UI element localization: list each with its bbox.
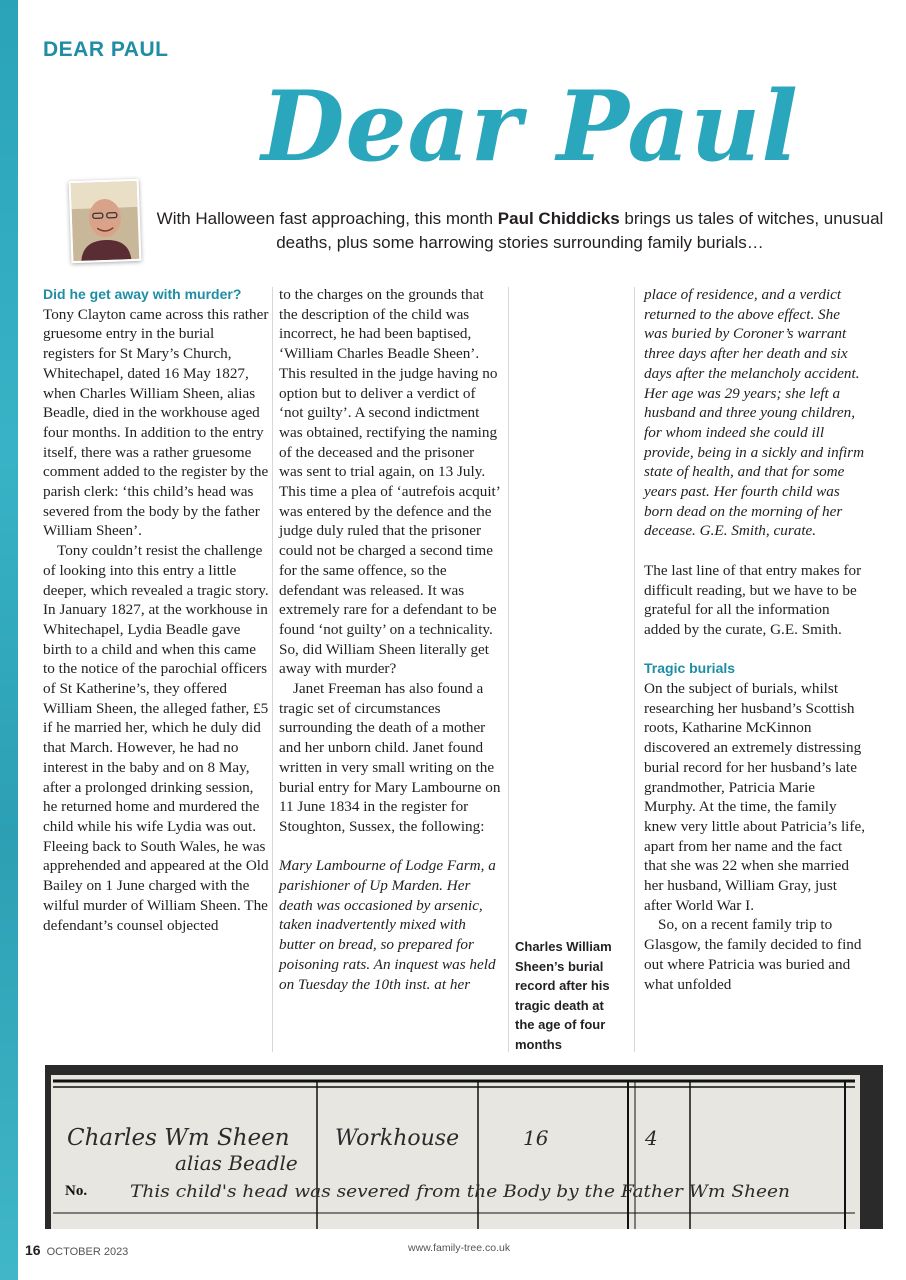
article-column-2	[279, 285, 501, 994]
page-number: 16	[25, 1242, 41, 1258]
author-photo	[69, 179, 142, 263]
register-alias: alias Beadle	[175, 1151, 298, 1175]
burial-register-scan	[45, 1065, 883, 1229]
column-divider	[508, 287, 509, 1052]
register-abode: Workhouse	[335, 1126, 460, 1151]
intro-text-start: With Halloween fast approaching, this month	[156, 209, 498, 228]
decorative-edge-strip	[0, 0, 18, 1280]
article-column-4	[644, 285, 866, 994]
paragraph: to the charges on the grounds that the description of the child was incorrect, he had been baptised, ‘William Charles Beadle Sheen’. This resulted in the judge having no option but to deliver a verdict of ‘not guilty’. A second indictment was obtained, rectifying the naming of the deceased and the prisoner was sent to trial again, on 13 July. This time a plea of ‘autrefois acquit’ was entered by the defence and the judge duly ruled that the prisoner could not be charged a second time for the same offence, so the defendant was released. It was extremely rare for a defendant to be found ‘not guilty’ on a technicality. So, did William Sheen literally get away with murder?	[279, 286, 500, 678]
quoted-burial-entry: Mary Lambourne of Lodge Farm, a parishioner of Up Marden. Her death was occasioned by arsenic, taken inadvertently mixed with butter on bread, so prepared for poisoning rats. An inquest was held on Tuesday the 10th inst. at her	[279, 857, 496, 993]
page-title: Dear Paul	[261, 70, 799, 183]
register-no-label: No.	[65, 1183, 88, 1199]
author-portrait-image	[71, 181, 140, 261]
column-divider	[634, 287, 635, 1052]
paragraph: On the subject of burials, whilst researching her husband’s Scottish roots, Katharine McKinnon discovered an extremely distressing burial record for her husband’s late grandmother, Patricia Marie Murphy. At the time, the family knew very little about Patricia’s life, apart from her name and the fact that she was 22 when she married her husband, William Gray, just after World War I.	[644, 680, 865, 914]
section-heading-murder: Did he get away with murder?	[43, 286, 242, 302]
paragraph: Janet Freeman has also found a tragic set of circumstances surrounding the death of a mother and her unborn child. Janet found written in very small writing on the burial entry for Mary Lambourne on 11 June 1834 in the register for Stoughton, Sussex, the following:	[279, 680, 501, 835]
paragraph: Tony Clayton came across this rather gruesome entry in the burial registers for St Mary’s Church, Whitechapel, dated 16 May 1827, when Charles William Sheen, alias Beadle, died in the workhouse aged four months. In addition to the entry itself, there was a rather gruesome comment added to the register by the parish clerk: ‘this child’s head was severed from the body by the father William Sheen’.	[43, 305, 269, 540]
section-tag: DEAR PAUL	[43, 38, 169, 61]
page-footer	[25, 1242, 128, 1258]
register-date: 16	[523, 1126, 549, 1150]
column-divider	[272, 287, 273, 1052]
register-age: 4	[645, 1126, 658, 1150]
register-child-name: Charles Wm Sheen	[67, 1125, 290, 1151]
paragraph: Tony couldn’t resist the challenge of looking into this entry a little deeper, which revealed a tragic story. In January 1827, at the workhouse in Whitechapel, Lydia Beadle gave birth to a child and when this came to the notice of the parochial officers of St Katherine’s, they offered William Sheen, the alleged father, £5 if he married her, which he duly did that March. However, he had no interest in the baby and on 8 May, after a prolonged drinking session, he returned home and murdered the child while his wife Lydia was out. Fleeing back to South Wales, he was apprehended and appeared at the Old Bailey on 1 June charged with the wilful murder of William Sheen. The defendant’s counsel objected	[43, 542, 269, 934]
issue-date: OCTOBER 2023	[46, 1246, 129, 1258]
intro-text-end: brings us tales of witches, unusual deaths, plus some harrowing stories surrounding family burials…	[276, 209, 884, 252]
intro-author-name: Paul Chiddicks	[497, 209, 620, 228]
section-heading-tragic-burials: Tragic burials	[644, 660, 736, 677]
burial-register-image	[45, 1065, 883, 1229]
paragraph: So, on a recent family trip to Glasgow, the family decided to find out where Patricia was buried and what unfolded	[644, 916, 862, 993]
image-caption: Charles William Sheen’s burial record after his tragic death at the age of four months	[515, 939, 612, 1052]
quoted-burial-entry-continued: place of residence, and a verdict returned to the above effect. She was buried by Coroner’s warrant three days after her death and six days after the melancholy accident. Her age was 29 years; she left a husband and three young children, for whom indeed she could ill provide, being in a sickly and infirm state of health, and that for some years past. Her fourth child was born dead on the morning of her decease. G.E. Smith, curate.	[644, 286, 865, 540]
intro-standfirst	[150, 207, 890, 255]
article-column-1	[43, 285, 269, 935]
website-url: www.family-tree.co.uk	[408, 1242, 511, 1254]
paragraph: The last line of that entry makes for difficult reading, but we have to be grateful for all the information added by the curate, G.E. Smith.	[644, 561, 862, 638]
register-clerk-comment: This child's head was severed from the Body by the Father Wm Sheen	[130, 1182, 790, 1201]
